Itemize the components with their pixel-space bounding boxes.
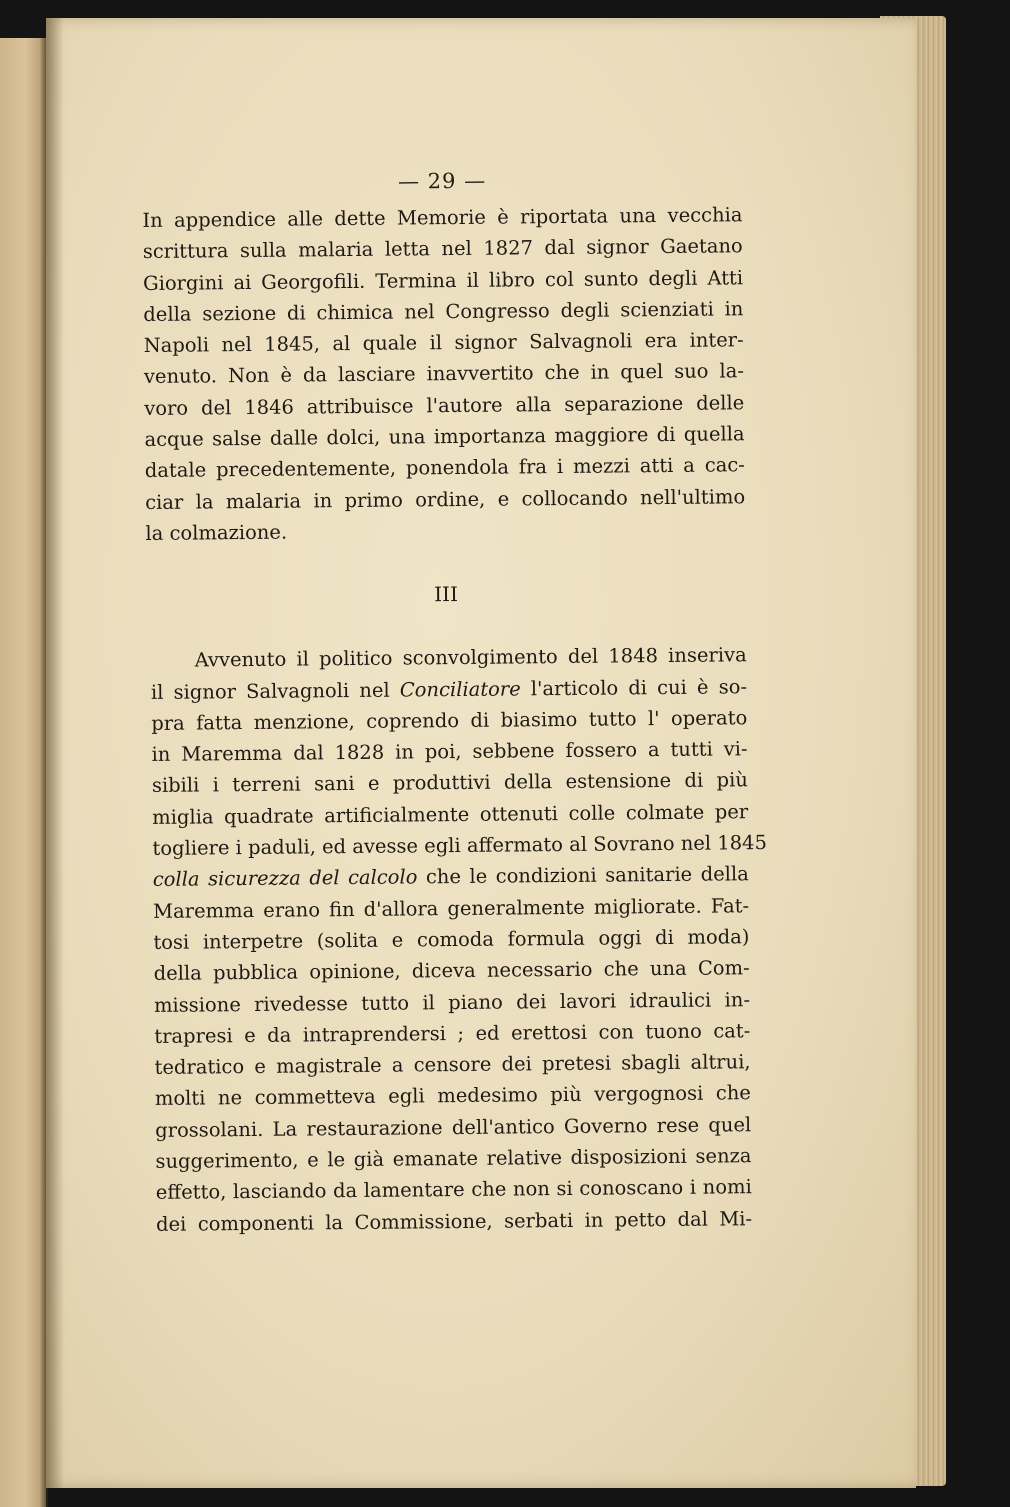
text-line: pra fatta menzione, coprendo di biasimo tutto l' operato	[151, 706, 748, 735]
text-line: Giorgini ai Georgofili. Termina il libro col sunto degli Atti	[142, 265, 744, 295]
text-line: tosi interpetre (solita e comoda formula oggi di moda)	[153, 925, 750, 954]
text-line	[153, 859, 749, 896]
text-segment: il signor Salvagnoli nel	[150, 678, 400, 704]
text-line: venuto. Non è da lasciare inavvertito che in quel suo la-	[143, 359, 745, 389]
text-line: voro del 1846 attribuisce l'autore alla separazione delle	[144, 391, 745, 420]
text-line: la colmazione.	[145, 520, 288, 545]
text-line: della sezione di chimica nel Congresso degli scienziati in	[143, 297, 744, 326]
text-line: grossolani. La restaurazione dell'antico Governo rese quel	[155, 1112, 752, 1142]
text-line: acque salse dalle dolci, una importanza maggiore di quella	[144, 422, 745, 452]
italic-title: Conciliatore	[399, 676, 521, 702]
text-line: miglia quadrate artificialmente ottenuti colle colmate per	[152, 799, 749, 829]
text-line: sibili i terreni sani e produttivi della estensione di più	[151, 768, 748, 798]
text-line: Napoli nel 1845, al quale il signor Salvagnoli era inter-	[143, 328, 744, 358]
text-line: In appendice alle dette Memorie è riportata una vecchia	[142, 203, 743, 232]
italic-phrase: colla sicurezza del calcolo	[152, 865, 418, 892]
gutter-shadow	[46, 18, 64, 1488]
text-line: datale precedentemente, ponendola fra i mezzi atti a cac-	[144, 453, 745, 483]
text-line: molti ne commetteva egli medesimo più vergognosi che	[154, 1081, 751, 1111]
page-number: — 29 —	[397, 168, 487, 194]
text-line: in Maremma dal 1828 in poi, sebbene fossero a tutti vi-	[151, 737, 748, 767]
paragraph-2	[150, 639, 768, 1239]
text-line: Avvenuto il politico sconvolgimento del 1848 inseriva	[194, 643, 747, 672]
text-line: Maremma erano fin d'allora generalmente migliorate. Fat-	[152, 893, 750, 923]
text-line: suggerimento, e le già emanate relative disposizioni senza	[155, 1144, 752, 1173]
text-segment: che le condizioni sanitarie della	[417, 862, 749, 889]
text-line: trapresi e da intraprendersi ; ed erettosi con tuono cat-	[154, 1019, 751, 1048]
text-line: scrittura sulla malaria letta nel 1827 dal signor Gaetano	[142, 234, 743, 264]
section-heading: III	[434, 582, 459, 607]
text-line: dei componenti la Commissione, serbati in petto dal Mi-	[155, 1206, 753, 1236]
text-line: ciar la malaria in primo ordine, e collocando nell'ultimo	[145, 484, 746, 514]
text-segment: l'articolo di cui è so-	[520, 674, 748, 700]
paragraph-1	[142, 199, 745, 549]
text-line: missione rivedesse tutto il piano dei lavori idraulici in-	[153, 987, 751, 1017]
text-line: tedratico e magistrale a censore dei pretesi sbagli altrui,	[154, 1050, 751, 1080]
text-line: effetto, lasciando da lamentare che non si conoscano i nomi	[155, 1175, 752, 1205]
page-content	[142, 166, 768, 1240]
text-line: togliere i paduli, ed avesse egli affermato al Sovrano nel 1845	[152, 831, 768, 860]
text-line: della pubblica opinione, diceva necessario che una Com-	[153, 956, 750, 986]
